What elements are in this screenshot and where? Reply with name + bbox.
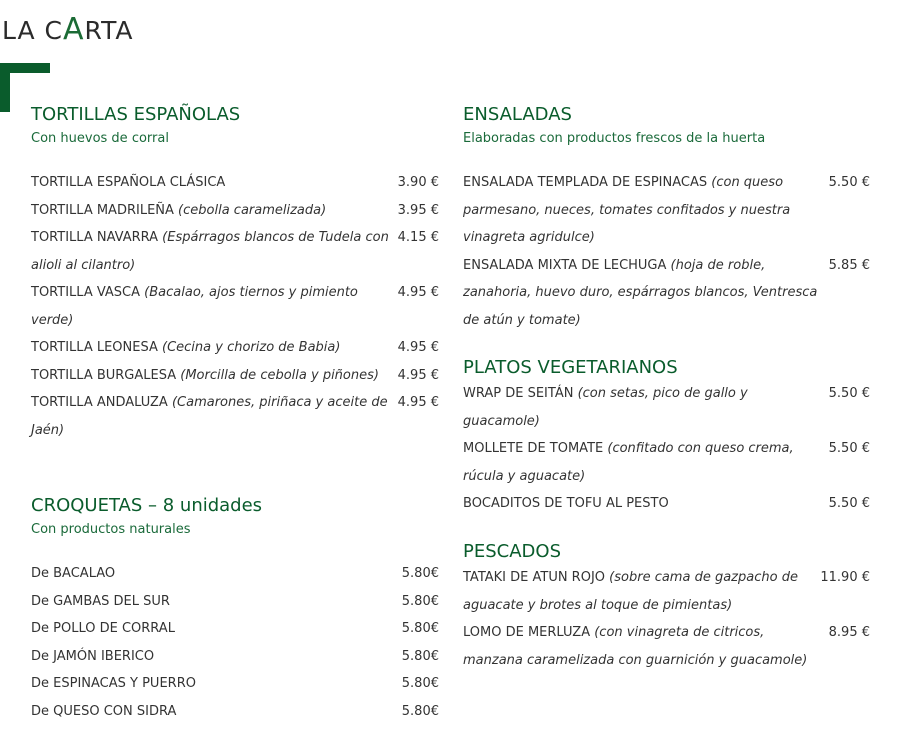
item-description: (Camarones, piriñaca y aceite de Jaén) [31, 395, 388, 438]
item-price: 5.50 € [828, 386, 870, 401]
item-name: LOMO DE MERLUZA [463, 625, 591, 640]
item-price: 5.80€ [401, 593, 439, 609]
item-description: (hoja de roble, zanahoria, huevo duro, espárragos blancos, Ventresca de atún y tomate) [463, 257, 818, 328]
item-name: TORTILLA NAVARRA [31, 230, 159, 245]
menu-item [463, 490, 870, 518]
item-description: (sobre cama de gazpacho de aguacate y brotes al toque de pimientas) [463, 570, 798, 613]
item-description: (confitado con queso crema, rúcula y aguacate) [463, 441, 794, 484]
section-vegetarianos [463, 356, 870, 518]
menu-item [31, 670, 439, 698]
section-title: TORTILLAS ESPAÑOLAS [31, 104, 241, 125]
item-price: 3.95 € [397, 202, 439, 218]
item-price: 4.95 € [397, 285, 439, 300]
item-name: TORTILLA LEONESA [31, 340, 158, 355]
item-price: 5.85 € [828, 257, 870, 273]
menu-item [31, 588, 439, 616]
menu-item [31, 560, 439, 588]
item-description: (cebolla caramelizada) [178, 202, 327, 218]
item-description: (con setas, pico de gallo y guacamole) [463, 386, 748, 429]
menu-item [463, 169, 870, 252]
item-description: (con queso parmesano, nueces, tomates confitados y nuestra vinagreta agridulce) [463, 175, 791, 245]
item-name: MOLLETE DE TOMATE [463, 441, 604, 456]
menu-list [31, 560, 439, 725]
menu-list [463, 169, 870, 334]
item-name: TORTILLA VASCA [31, 285, 141, 300]
item-price: 5.80€ [401, 648, 439, 664]
item-price: 4.15 € [397, 230, 439, 245]
item-name: BOCADITOS DE TOFU AL PESTO [463, 496, 669, 511]
item-description: (Espárragos blancos de Tudela con alioli al cilantro) [31, 230, 389, 273]
section-title: PESCADOS [463, 541, 561, 562]
section-title: CROQUETAS – 8 unidades [31, 495, 263, 516]
menu-item [463, 619, 870, 674]
item-name: ENSALADA MIXTA DE LECHUGA [463, 257, 667, 273]
item-name: TORTILLA BURGALESA [31, 367, 177, 383]
item-name: WRAP DE SEITÁN [463, 386, 574, 401]
menu-list [31, 169, 439, 444]
item-name: De ESPINACAS Y PUERRO [31, 676, 196, 691]
menu-item [31, 389, 439, 444]
menu-item [31, 279, 439, 334]
menu-item [31, 698, 439, 726]
section-subtitle: Elaboradas con productos frescos de la huerta [463, 131, 766, 146]
menu-item [463, 380, 870, 435]
item-price: 5.50 € [828, 175, 870, 190]
item-name: ENSALADA TEMPLADA DE ESPINACAS [463, 175, 708, 190]
item-price: 4.95 € [397, 367, 439, 383]
item-name: De GAMBAS DEL SUR [31, 593, 170, 609]
menu-item [31, 224, 439, 279]
menu-item [463, 564, 870, 619]
item-name: De JAMÓN IBERICO [31, 648, 155, 664]
item-price: 3.90 € [397, 175, 439, 190]
menu-list [463, 380, 870, 518]
item-name: TORTILLA MADRILEÑA [31, 202, 174, 218]
item-price: 8.95 € [828, 625, 870, 640]
item-name: De QUESO CON SIDRA [31, 703, 177, 719]
item-name: TORTILLA ESPAÑOLA CLÁSICA [31, 175, 226, 190]
item-price: 11.90 € [820, 570, 870, 585]
page-title [2, 12, 134, 47]
menu-item [463, 252, 870, 335]
section-title: ENSALADAS [463, 104, 572, 125]
menu-item [31, 615, 439, 643]
menu-item [31, 362, 439, 390]
section-subtitle: Con huevos de corral [31, 131, 169, 146]
menu-item [31, 643, 439, 671]
menu-item [31, 334, 439, 362]
page-title-part-2: RTA [84, 16, 134, 45]
item-price: 5.80€ [401, 566, 439, 581]
section-title: PLATOS VEGETARIANOS [463, 357, 678, 378]
page-title-accent-letter: A [63, 12, 85, 47]
item-name: TORTILLA ANDALUZA [31, 395, 168, 410]
item-price: 5.80€ [401, 621, 439, 636]
item-price: 5.80€ [401, 676, 439, 691]
item-price: 5.80€ [401, 703, 439, 719]
item-price: 5.50 € [828, 441, 870, 456]
item-price: 5.50 € [828, 496, 870, 511]
item-description: (Bacalao, ajos tiernos y pimiento verde) [31, 285, 358, 328]
page-title-part-1: LA C [2, 16, 64, 45]
item-description: (Morcilla de cebolla y piñones) [180, 367, 379, 383]
section-pescados [463, 540, 870, 674]
menu-item [31, 169, 439, 197]
item-description: (con vinagreta de citricos, manzana caramelizada con guarnición y guacamole) [463, 625, 808, 668]
section-tortillas [31, 103, 439, 444]
section-ensaladas [463, 103, 870, 334]
section-subtitle: Con productos naturales [31, 522, 191, 537]
item-name: TATAKI DE ATUN ROJO [463, 570, 606, 585]
menu-list [463, 564, 870, 674]
menu-item [463, 435, 870, 490]
item-name: De POLLO DE CORRAL [31, 621, 175, 636]
item-price: 4.95 € [397, 395, 439, 410]
corner-decoration-vertical [0, 63, 10, 112]
item-name: De BACALAO [31, 566, 116, 581]
item-description: (Cecina y chorizo de Babia) [162, 340, 341, 355]
menu-item [31, 197, 439, 225]
item-price: 4.95 € [397, 340, 439, 355]
section-croquetas [31, 494, 439, 725]
